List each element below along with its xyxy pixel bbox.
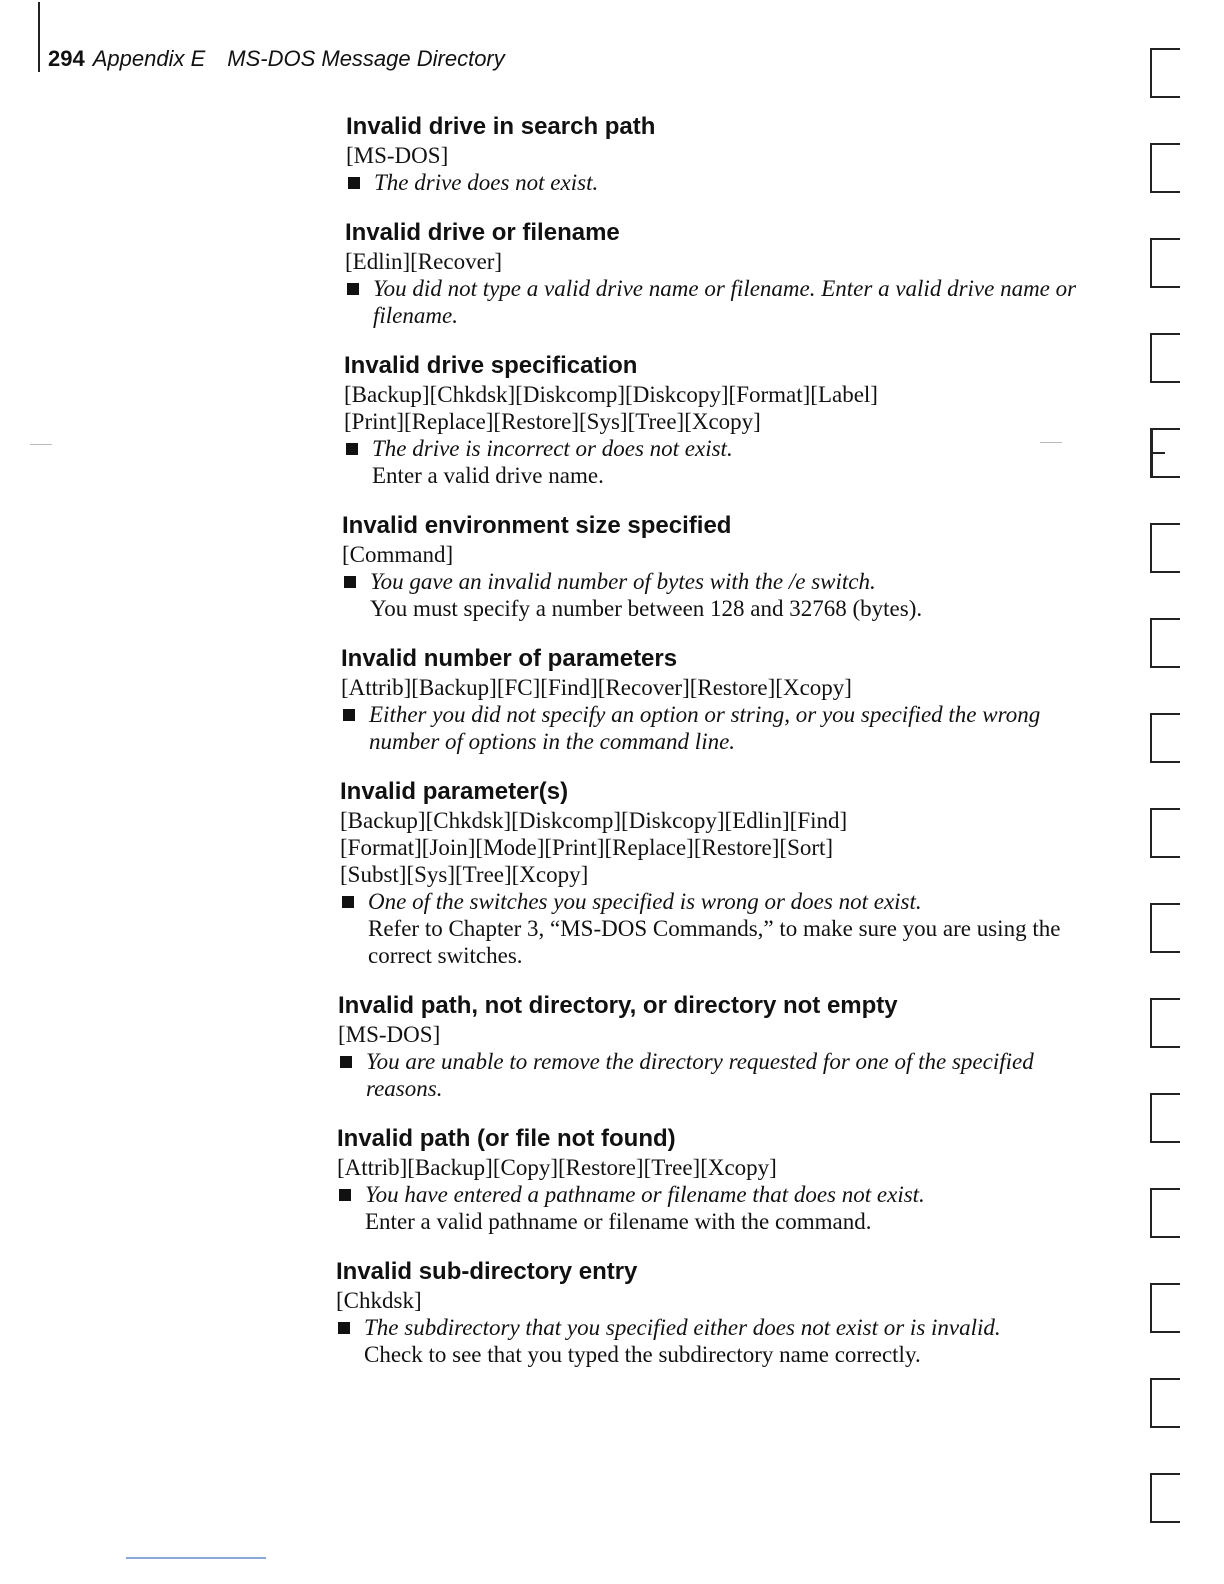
explanation-text: One of the switches you specified is wrong or does not exist. bbox=[368, 889, 922, 914]
message-source: [Edlin][Recover] bbox=[345, 249, 503, 274]
message-explanation bbox=[340, 888, 1096, 969]
thumb-tab bbox=[1150, 143, 1180, 193]
scan-mark bbox=[30, 444, 52, 445]
message-entry bbox=[337, 1124, 1096, 1235]
message-entry bbox=[342, 511, 1096, 622]
bullet-icon bbox=[347, 283, 359, 295]
page-edge-rule bbox=[38, 2, 40, 72]
message-source: [Attrib][Backup][FC][Find][Recover][Restore][Xcopy] bbox=[341, 675, 852, 700]
message-title: Invalid environment size specified bbox=[342, 512, 732, 539]
message-entry bbox=[340, 777, 1096, 969]
explanation-text: You have entered a pathname or filename that does not exist. bbox=[365, 1182, 925, 1207]
message-explanation bbox=[346, 169, 1096, 196]
message-source: [Chkdsk] bbox=[336, 1288, 422, 1313]
chapter-title: MS-DOS Message Directory bbox=[227, 46, 505, 71]
message-source: [Backup][Chkdsk][Diskcomp][Diskcopy][Edlin][Find] bbox=[340, 808, 848, 833]
bullet-icon bbox=[346, 443, 358, 455]
explanation-text: You gave an invalid number of bytes with the /e switch. bbox=[370, 569, 876, 594]
thumb-tab bbox=[1150, 1283, 1180, 1333]
explanation-detail: Refer to Chapter 3, “MS-DOS Commands,” to make sure you are using the correct switches. bbox=[368, 916, 1061, 968]
thumb-tab bbox=[1150, 523, 1180, 573]
message-source: [Attrib][Backup][Copy][Restore][Tree][Xcopy] bbox=[337, 1155, 777, 1180]
bullet-icon bbox=[343, 709, 355, 721]
message-source: [MS-DOS] bbox=[338, 1022, 441, 1047]
thumb-tab bbox=[1150, 1093, 1180, 1143]
message-title: Invalid sub-directory entry bbox=[336, 1258, 638, 1285]
message-source: [MS-DOS] bbox=[346, 143, 449, 168]
thumb-tab-current bbox=[1150, 428, 1180, 478]
thumb-tab bbox=[1150, 1188, 1180, 1238]
appendix-label: Appendix E bbox=[92, 46, 206, 71]
message-title: Invalid drive specification bbox=[344, 352, 638, 379]
message-list bbox=[336, 112, 1096, 1390]
thumb-tab bbox=[1150, 333, 1180, 383]
page-number: 294 bbox=[48, 46, 85, 71]
explanation-text: The drive is incorrect or does not exist. bbox=[372, 436, 733, 461]
message-source: [Format][Join][Mode][Print][Replace][Restore][Sort] bbox=[340, 835, 834, 860]
message-source: [Subst][Sys][Tree][Xcopy] bbox=[340, 862, 589, 887]
message-source: [Command] bbox=[342, 542, 454, 567]
thumb-tab bbox=[1150, 48, 1180, 98]
bullet-icon bbox=[348, 177, 360, 189]
thumb-index-tabs bbox=[1150, 40, 1190, 1540]
footer-rule bbox=[126, 1557, 266, 1559]
message-source: [Print][Replace][Restore][Sys][Tree][Xcopy] bbox=[344, 409, 761, 434]
thumb-tab bbox=[1150, 618, 1180, 668]
message-explanation bbox=[342, 568, 1096, 622]
explanation-text: Either you did not specify an option or string, or you specified the wrong number of options in the command line. bbox=[369, 702, 1041, 754]
message-entry bbox=[341, 644, 1096, 755]
message-title: Invalid drive in search path bbox=[346, 113, 656, 140]
message-explanation bbox=[336, 1314, 1096, 1368]
message-entry bbox=[338, 991, 1096, 1102]
message-title: Invalid drive or filename bbox=[345, 219, 620, 246]
explanation-text: You are unable to remove the directory requested for one of the specified reasons. bbox=[366, 1049, 1034, 1101]
message-explanation bbox=[345, 275, 1096, 329]
thumb-tab bbox=[1150, 903, 1180, 953]
explanation-text: You did not type a valid drive name or filename. Enter a valid drive name or filename. bbox=[373, 276, 1077, 328]
message-explanation bbox=[337, 1181, 1096, 1235]
message-title: Invalid parameter(s) bbox=[340, 778, 569, 805]
thumb-tab bbox=[1150, 808, 1180, 858]
explanation-detail: You must specify a number between 128 and 32768 (bytes). bbox=[370, 596, 923, 621]
thumb-tab bbox=[1150, 1473, 1180, 1523]
message-explanation bbox=[338, 1048, 1096, 1102]
explanation-detail: Enter a valid drive name. bbox=[372, 463, 604, 488]
bullet-icon bbox=[339, 1189, 351, 1201]
running-header bbox=[48, 46, 505, 72]
message-entry bbox=[344, 351, 1096, 489]
thumb-tab bbox=[1150, 998, 1180, 1048]
explanation-text: The drive does not exist. bbox=[374, 170, 599, 195]
bullet-icon bbox=[338, 1322, 350, 1334]
message-title: Invalid number of parameters bbox=[341, 645, 678, 672]
message-entry bbox=[346, 112, 1096, 196]
message-entry bbox=[345, 218, 1096, 329]
explanation-detail: Check to see that you typed the subdirectory name correctly. bbox=[364, 1342, 921, 1367]
bullet-icon bbox=[344, 576, 356, 588]
message-title: Invalid path, not directory, or directory not empty bbox=[338, 992, 898, 1019]
explanation-text: The subdirectory that you specified either does not exist or is invalid. bbox=[364, 1315, 1001, 1340]
thumb-tab bbox=[1150, 1378, 1180, 1428]
message-title: Invalid path (or file not found) bbox=[337, 1125, 676, 1152]
message-explanation bbox=[341, 701, 1096, 755]
explanation-detail: Enter a valid pathname or filename with the command. bbox=[365, 1209, 872, 1234]
message-explanation bbox=[344, 435, 1096, 489]
bullet-icon bbox=[342, 896, 354, 908]
message-source: [Backup][Chkdsk][Diskcomp][Diskcopy][Format][Label] bbox=[344, 382, 878, 407]
thumb-tab bbox=[1150, 238, 1180, 288]
thumb-tab bbox=[1150, 713, 1180, 763]
bullet-icon bbox=[340, 1056, 352, 1068]
scan-mark bbox=[1040, 442, 1062, 443]
message-entry bbox=[336, 1257, 1096, 1368]
